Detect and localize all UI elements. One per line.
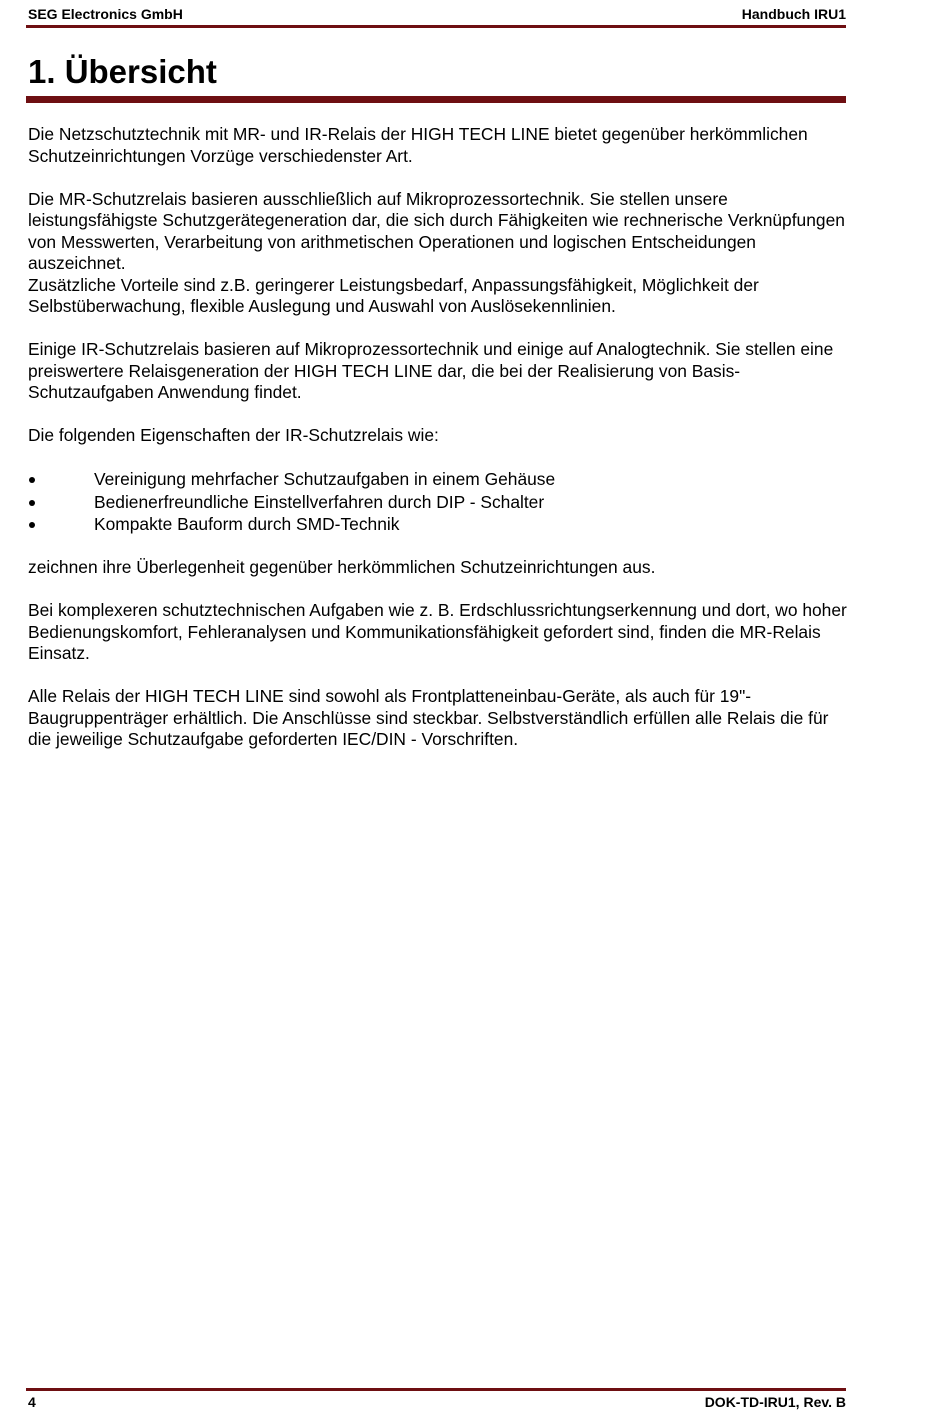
list-item — [28, 491, 848, 514]
footer-rule — [26, 1388, 846, 1391]
list-item-text: Kompakte Bauform durch SMD-Technik — [94, 514, 400, 534]
bullet-icon — [29, 477, 35, 483]
paragraph-mr-relais: Die MR-Schutzrelais basieren ausschließlich auf Mikroprozessortechnik. Sie stellen unsere leistungsfähigste Schutzgerätegeneration dar, die sich durch Fähigkeiten wie rechnerische Verknüpfungen von Messwerten, Verarbeitung von arithmetischen Operationen und logischen Entscheidungen auszeichnet. — [28, 188, 845, 273]
company-name: SEG Electronics GmbH — [28, 6, 183, 22]
paragraph-complex-tasks: Bei komplexeren schutztechnischen Aufgaben wie z. B. Erdschlussrichtungserkennung und dort, wo hoher Bedienungskomfort, Fehleranalysen und Kommunikationsfähigkeit gefordert sind, finden die MR-Relais Einsatz. — [28, 600, 847, 663]
bullet-icon — [29, 522, 35, 528]
page-header — [28, 6, 846, 24]
paragraph-properties-intro: Die folgenden Eigenschaften der IR-Schutzrelais wie: — [28, 425, 439, 445]
page-footer — [28, 1394, 846, 1412]
paragraph-advantages: Zusätzliche Vorteile sind z.B. geringerer Leistungsbedarf, Anpassungsfähigkeit, Möglichkeit der Selbstüberwachung, flexible Auslegung und Auswahl von Auslösekennlinien. — [28, 274, 759, 316]
paragraph-intro: Die Netzschutztechnik mit MR- und IR-Relais der HIGH TECH LINE bietet gegenüber herkömmlichen Schutzeinrichtungen Vorzüge verschiedenster Art. — [28, 124, 808, 166]
page-number: 4 — [28, 1394, 36, 1410]
paragraph-ir-relais: Einige IR-Schutzrelais basieren auf Mikroprozessortechnik und einige auf Analogtechnik. Sie stellen eine preiswertere Relaisgeneration der HIGH TECH LINE dar, die bei der Realisierung von Basis-Schutzaufgaben Anwendung findet. — [28, 339, 834, 402]
header-rule — [26, 25, 846, 28]
list-item-text: Vereinigung mehrfacher Schutzaufgaben in einem Gehäuse — [94, 469, 556, 489]
list-item — [28, 468, 848, 491]
list-item — [28, 513, 848, 536]
manual-name: Handbuch IRU1 — [741, 6, 846, 22]
section-title: 1. Übersicht — [28, 53, 217, 90]
document-id: DOK-TD-IRU1, Rev. B — [704, 1394, 846, 1410]
body-content — [28, 124, 848, 772]
list-item-text: Bedienerfreundliche Einstellverfahren durch DIP - Schalter — [94, 491, 545, 512]
bullet-icon — [29, 500, 35, 506]
title-rule — [26, 96, 846, 103]
properties-list — [28, 468, 848, 536]
paragraph-mounting: Alle Relais der HIGH TECH LINE sind sowohl als Frontplatteneinbau-Geräte, als auch für 19"-Baugruppenträger erhältlich. Die Anschlüsse sind steckbar. Selbstverständlich erfüllen alle Relais die für die jeweilige Schutzaufgabe geforderten IEC/DIN - Vorschriften. — [28, 686, 829, 749]
paragraph-superiority: zeichnen ihre Überlegenheit gegenüber herkömmlichen Schutzeinrichtungen aus. — [28, 557, 656, 577]
